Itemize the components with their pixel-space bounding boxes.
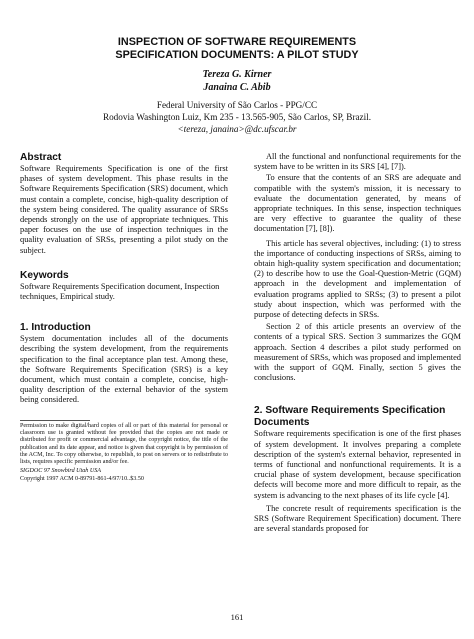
right-paragraph-4: Section 2 of this article presents an overview of the contents of a typical SRS. Section 3 summarizes the GQM approach. Section 4 describes a pilot study performed on measurement of SRSs, which was proposed and implemented with the support of GQM. Finally, section 5 gives the conclusions.	[254, 322, 461, 383]
section-2-paragraph-2: The concrete result of requirements specification is the SRS (Software Requirement Specification) document. There are several standards proposed for	[254, 503, 461, 534]
right-paragraph-3: This article has several objectives, including: (1) to stress the importance of conducting inspections of SRSs, aiming to obtain high-quality system specification and documentation; (2) to describe how to use the Goal-Question-Metric (GQM) approach in the development and implementation of evaluation programs applied to SRSs; (3) to present a pilot study about inspection, which was performed with the purpose of detecting defects in SRSs.	[254, 238, 461, 320]
paper-title-line-1: INSPECTION OF SOFTWARE REQUIREMENTS	[117, 36, 357, 48]
right-paragraph-1: All the functional and nonfunctional requirements for the system have to be written in its SRS [4], [7]).	[254, 152, 461, 172]
affiliation-line-2: Rodovia Washington Luiz, Km 235 - 13.565-905, São Carlos, SP, Brazil.	[102, 112, 372, 122]
abstract-body: Software Requirements Specification is one of the first phases of system development. This phase results in the Software Requirements Specification (SRS) document, which must contain a complete, concise, high-quality description of the system being considered. The quality assurance of SRSs depends strongly on the use of appropriate techniques. This paper focuses on the use of inspection techniques in the quality evaluation of SRSs, presenting a pilot study on the subject.	[20, 164, 228, 255]
introduction-heading: 1. Introduction	[20, 322, 91, 334]
section-2-heading: 2. Software Requirements Specification Documents	[254, 405, 446, 429]
conference-venue: SIGDOC 97 Snowbird Utah USA	[20, 468, 102, 475]
left-column	[20, 152, 228, 483]
author-1: Tereza G. Kirner	[202, 69, 272, 80]
abstract-heading: Abstract	[20, 152, 62, 163]
right-column	[254, 152, 461, 535]
keywords-body: Software Requirements Specification document, Inspection techniques, Empirical study.	[20, 281, 220, 302]
affiliation-line-1: Federal University of São Carlos - PPG/CC	[156, 100, 318, 110]
keywords-heading: Keywords	[20, 269, 69, 281]
paper-title-line-2: SPECIFICATION DOCUMENTS: A PILOT STUDY	[115, 49, 359, 61]
section-2-paragraph-1: Software requirements specification is one of the first phases of system development. It involves preparing a complete description of the system's external behavior, represented in terms of functional and nonfunctional requirements. It is a crucial phase of system development, because specification defects will become more and more difficult to repair, as the system is advancing to the next phases of its life cycle [4].	[254, 429, 461, 500]
introduction-body: System documentation includes all of the documents describing the system development, from the requirements specification to the final acceptance plan test. Among these, the Software Requirements Specification (SRS) is a key document, which must contain a complete, concise, high-quality description of the external behavior of the system being considered.	[20, 334, 228, 405]
affiliation-email: <tereza, janaina>@dc.ufscar.br	[177, 124, 297, 134]
copyright-line: Copyright 1997 ACM 0-89791-861-4/97/10..$3.50	[20, 475, 144, 482]
page-number: 161	[230, 612, 244, 622]
footnote-divider	[20, 420, 90, 421]
right-paragraph-2: To ensure that the contents of an SRS are adequate and compatible with the system's mission, it is necessary to evaluate the documentation generated, by means of appropriate techniques. In this sense, inspection techniques are very effective to guarantee the quality of these documentation [7], [8]).	[254, 173, 461, 234]
author-2: Janaina C. Abib	[203, 82, 271, 93]
copyright-notice: Permission to make digital/hard copies of all or part of this material for personal or classroom use is granted without fee provided that the copies are not made or distributed for profit or commercial advantage, the copyright notice, the title of the publication and its date appear, and notice is given that copyright is by permission of the ACM, Inc. To copy otherwise, to republish, to post on servers or to redistribute to lists, requires specific permission and/or fee.	[20, 422, 228, 466]
